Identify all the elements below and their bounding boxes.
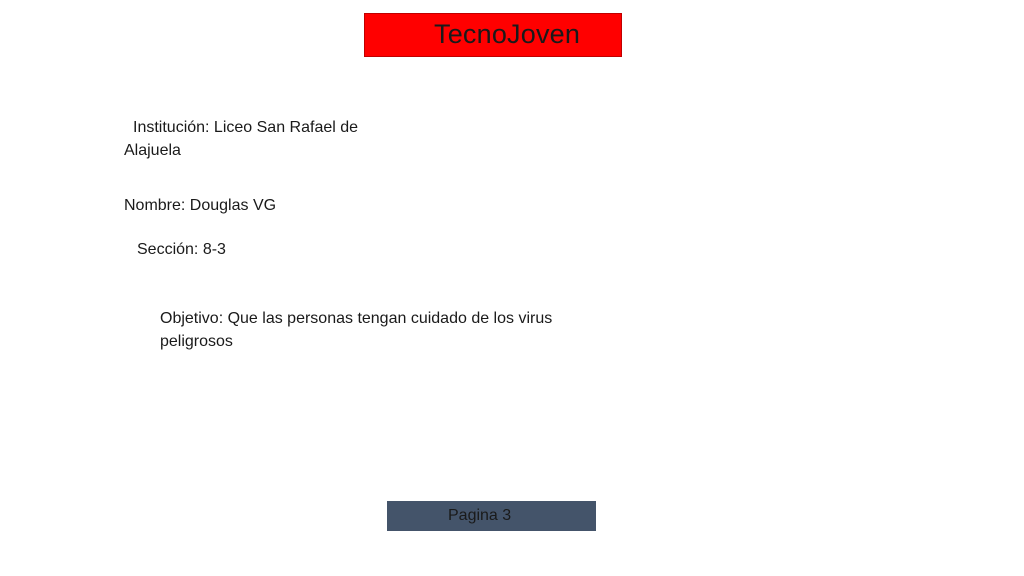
institution-line-1: Institución: Liceo San Rafael de: [133, 119, 359, 136]
section-text: Sección: 8-3: [137, 241, 226, 258]
page-number-label: Pagina 3: [448, 507, 512, 524]
institution-line-2: Alajuela: [124, 142, 181, 159]
institution-text: [124, 116, 358, 162]
slide-title: TecnoJoven: [434, 19, 581, 49]
title-banner: [364, 13, 622, 57]
objective-line-1: Objetivo: Que las personas tengan cuidado de los virus: [160, 310, 553, 327]
objective-line-2: peligrosos: [160, 333, 233, 350]
page-number-badge: [387, 501, 596, 531]
student-name: Nombre: Douglas VG: [124, 197, 277, 214]
objective-text: [160, 307, 552, 353]
